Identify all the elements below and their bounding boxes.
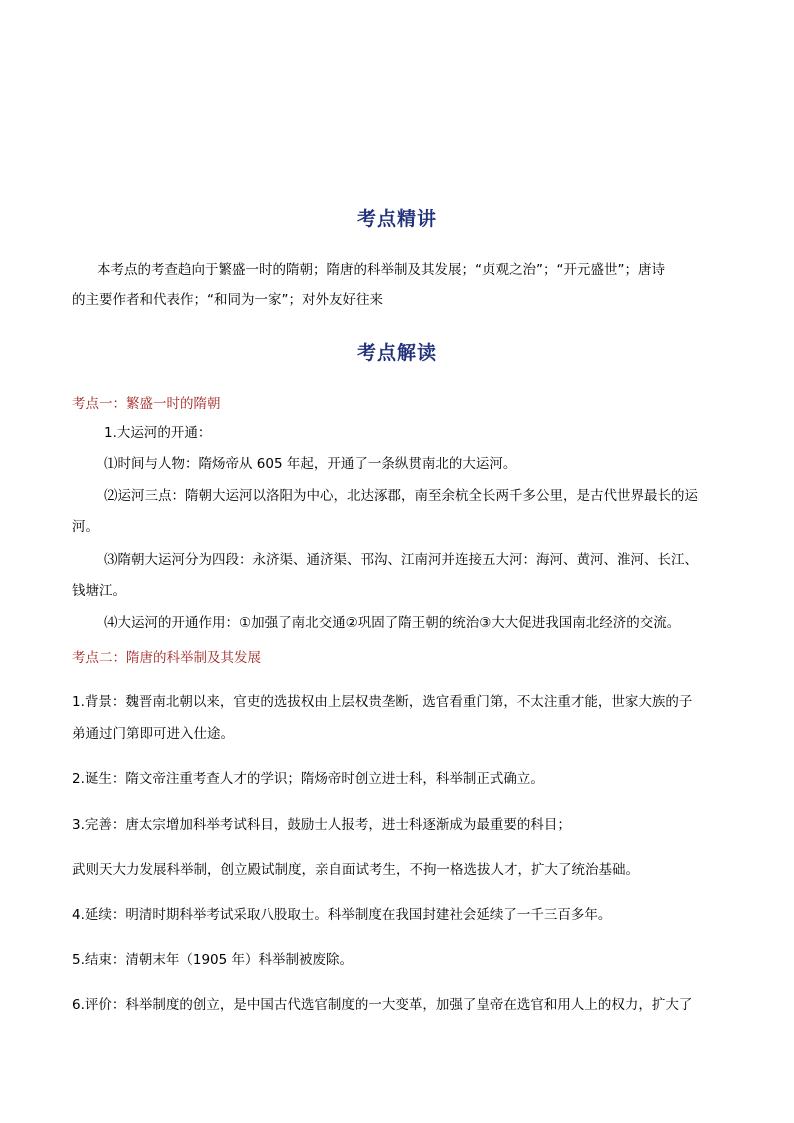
exam-background-line-2: 弟通过门第即可进入仕途。 [72,726,234,742]
intro-line-1: 本考点的考查趋向于繁盛一时的隋朝；隋唐的科举制及其发展；“贞观之治”；“开元盛世”；唐诗 [97,262,665,278]
canal-time-person: ⑴时间与人物：隋炀帝从 605 年起，开通了一条纵贯南北的大运河。 [104,456,517,472]
point1-title: 考点一：繁盛一时的隋朝 [72,396,221,412]
canal-effects: ⑷大运河的开通作用：①加强了南北交通②巩固了隋王朝的统治③大大促进我国南北经济的交流。 [104,615,681,631]
canal-four-sections-line-1: ⑶隋朝大运河分为四段：永济渠、通济渠、邗沟、江南河并连接五大河：海河、黄河、淮河、长江、 [104,552,698,568]
exam-end: 5.结束：清朝末年（1905 年）科举制被废除。 [72,952,354,968]
canal-three-points-line-2: 河。 [72,519,99,535]
canal-item-title: 1.大运河的开通： [104,425,212,441]
exam-wuzetian: 武则天大力发展科举制，创立殿试制度，亲自面试考生，不拘一格选拔人才，扩大了统治基础。 [72,862,639,878]
section-heading-interpretation: 考点解读 [356,342,437,364]
intro-line-2: 的主要作者和代表作；“和同为一家”；对外友好往来 [72,292,383,308]
canal-three-points-line-1: ⑵运河三点：隋朝大运河以洛阳为中心，北达涿郡，南至余杭全长两千多公里，是古代世界最长的运 [104,488,698,504]
exam-continuation: 4.延续：明清时期科举考试采取八股取士。科举制度在我国封建社会延续了一千三百多年。 [72,907,612,923]
section-heading-key-points: 考点精讲 [356,208,437,230]
exam-birth: 2.诞生：隋文帝注重考查人才的学识；隋炀帝时创立进士科，科举制正式确立。 [72,771,544,787]
exam-improve: 3.完善：唐太宗增加科举考试科目，鼓励士人报考，进士科逐渐成为最重要的科目； [72,817,571,833]
canal-four-sections-line-2: 钱塘江。 [72,583,126,599]
exam-background-line-1: 1.背景：魏晋南北朝以来，官吏的选拔权由上层权贵垄断，选官看重门第，不太注重才能，世家大族的子 [72,694,693,710]
point2-title: 考点二：隋唐的科举制及其发展 [72,650,261,666]
exam-evaluation: 6.评价：科举制度的创立，是中国古代选官制度的一大变革，加强了皇帝在选官和用人上的权力，扩大了 [72,997,693,1013]
